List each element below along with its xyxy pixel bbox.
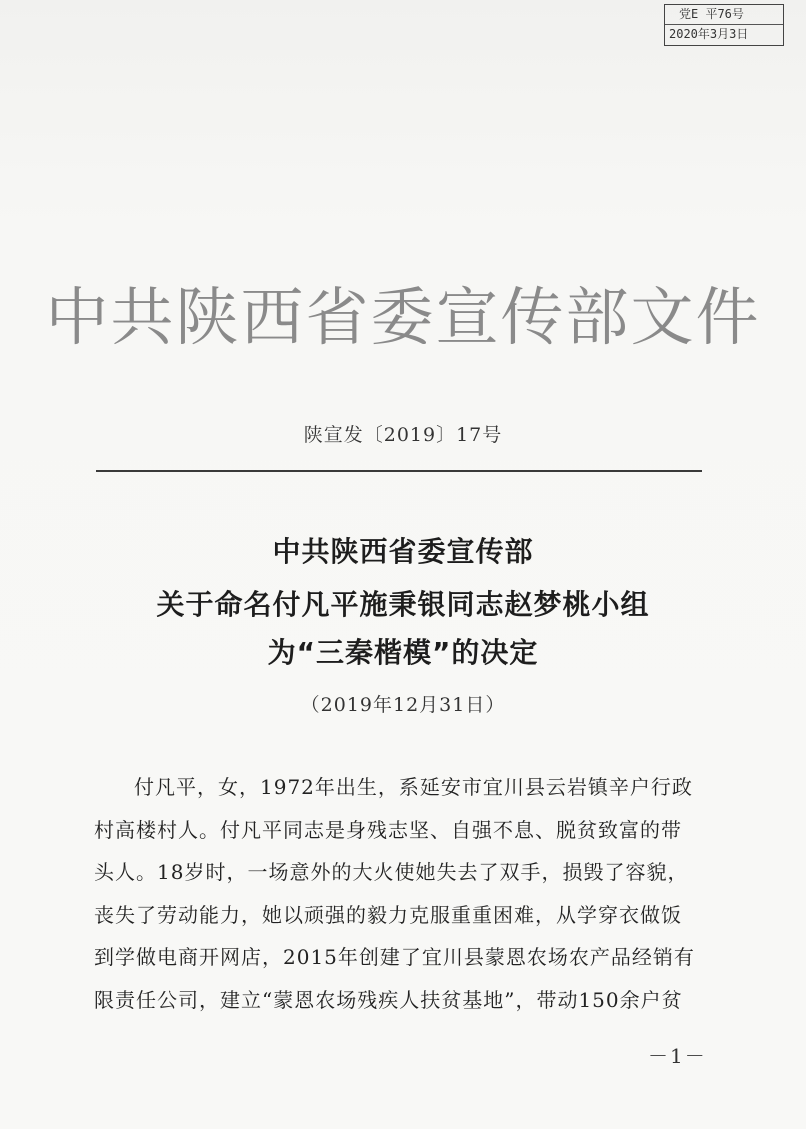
document-header-title: 中共陕西省委宣传部文件 [45,281,761,354]
page-number: －1－ [648,1044,707,1068]
heading-line-2: 关于命名付凡平施秉银同志赵梦桃小组 [156,588,650,621]
header-divider-rule [96,470,702,472]
heading-line-3: 为“三秦楷模”的决定 [267,636,539,669]
heading-line-1: 中共陕西省委宣传部 [272,535,534,568]
body-paragraph [94,766,714,1021]
received-stamp [664,4,784,46]
body-line-5: 到学做电商开网店，2015年创建了宜川县蒙恩农场农产品经销有 [94,945,695,969]
body-line-4: 丧失了劳动能力，她以顽强的毅力克服重重困难，从学穿衣做饭 [94,902,682,927]
body-line-6: 限责任公司，建立“蒙恩农场残疾人扶贫基地”，带动150余户贫 [94,987,683,1012]
body-line-1: 付凡平，女，1972年出生，系延安市宜川县云岩镇辛户行政 [134,775,693,799]
body-line-3: 头人。18岁时，一场意外的大火使她失去了双手，损毁了容貌， [94,860,689,884]
decision-date: （2019年12月31日） [300,694,506,716]
stamp-line-2: 2020年3月3日 [665,24,783,44]
stamp-line-1: 党E 平76号 [679,7,744,21]
body-line-2: 村高楼村人。付凡平同志是身残志坚、自强不息、脱贫致富的带 [94,817,682,842]
document-number: 陕宣发〔2019〕17号 [303,424,503,446]
